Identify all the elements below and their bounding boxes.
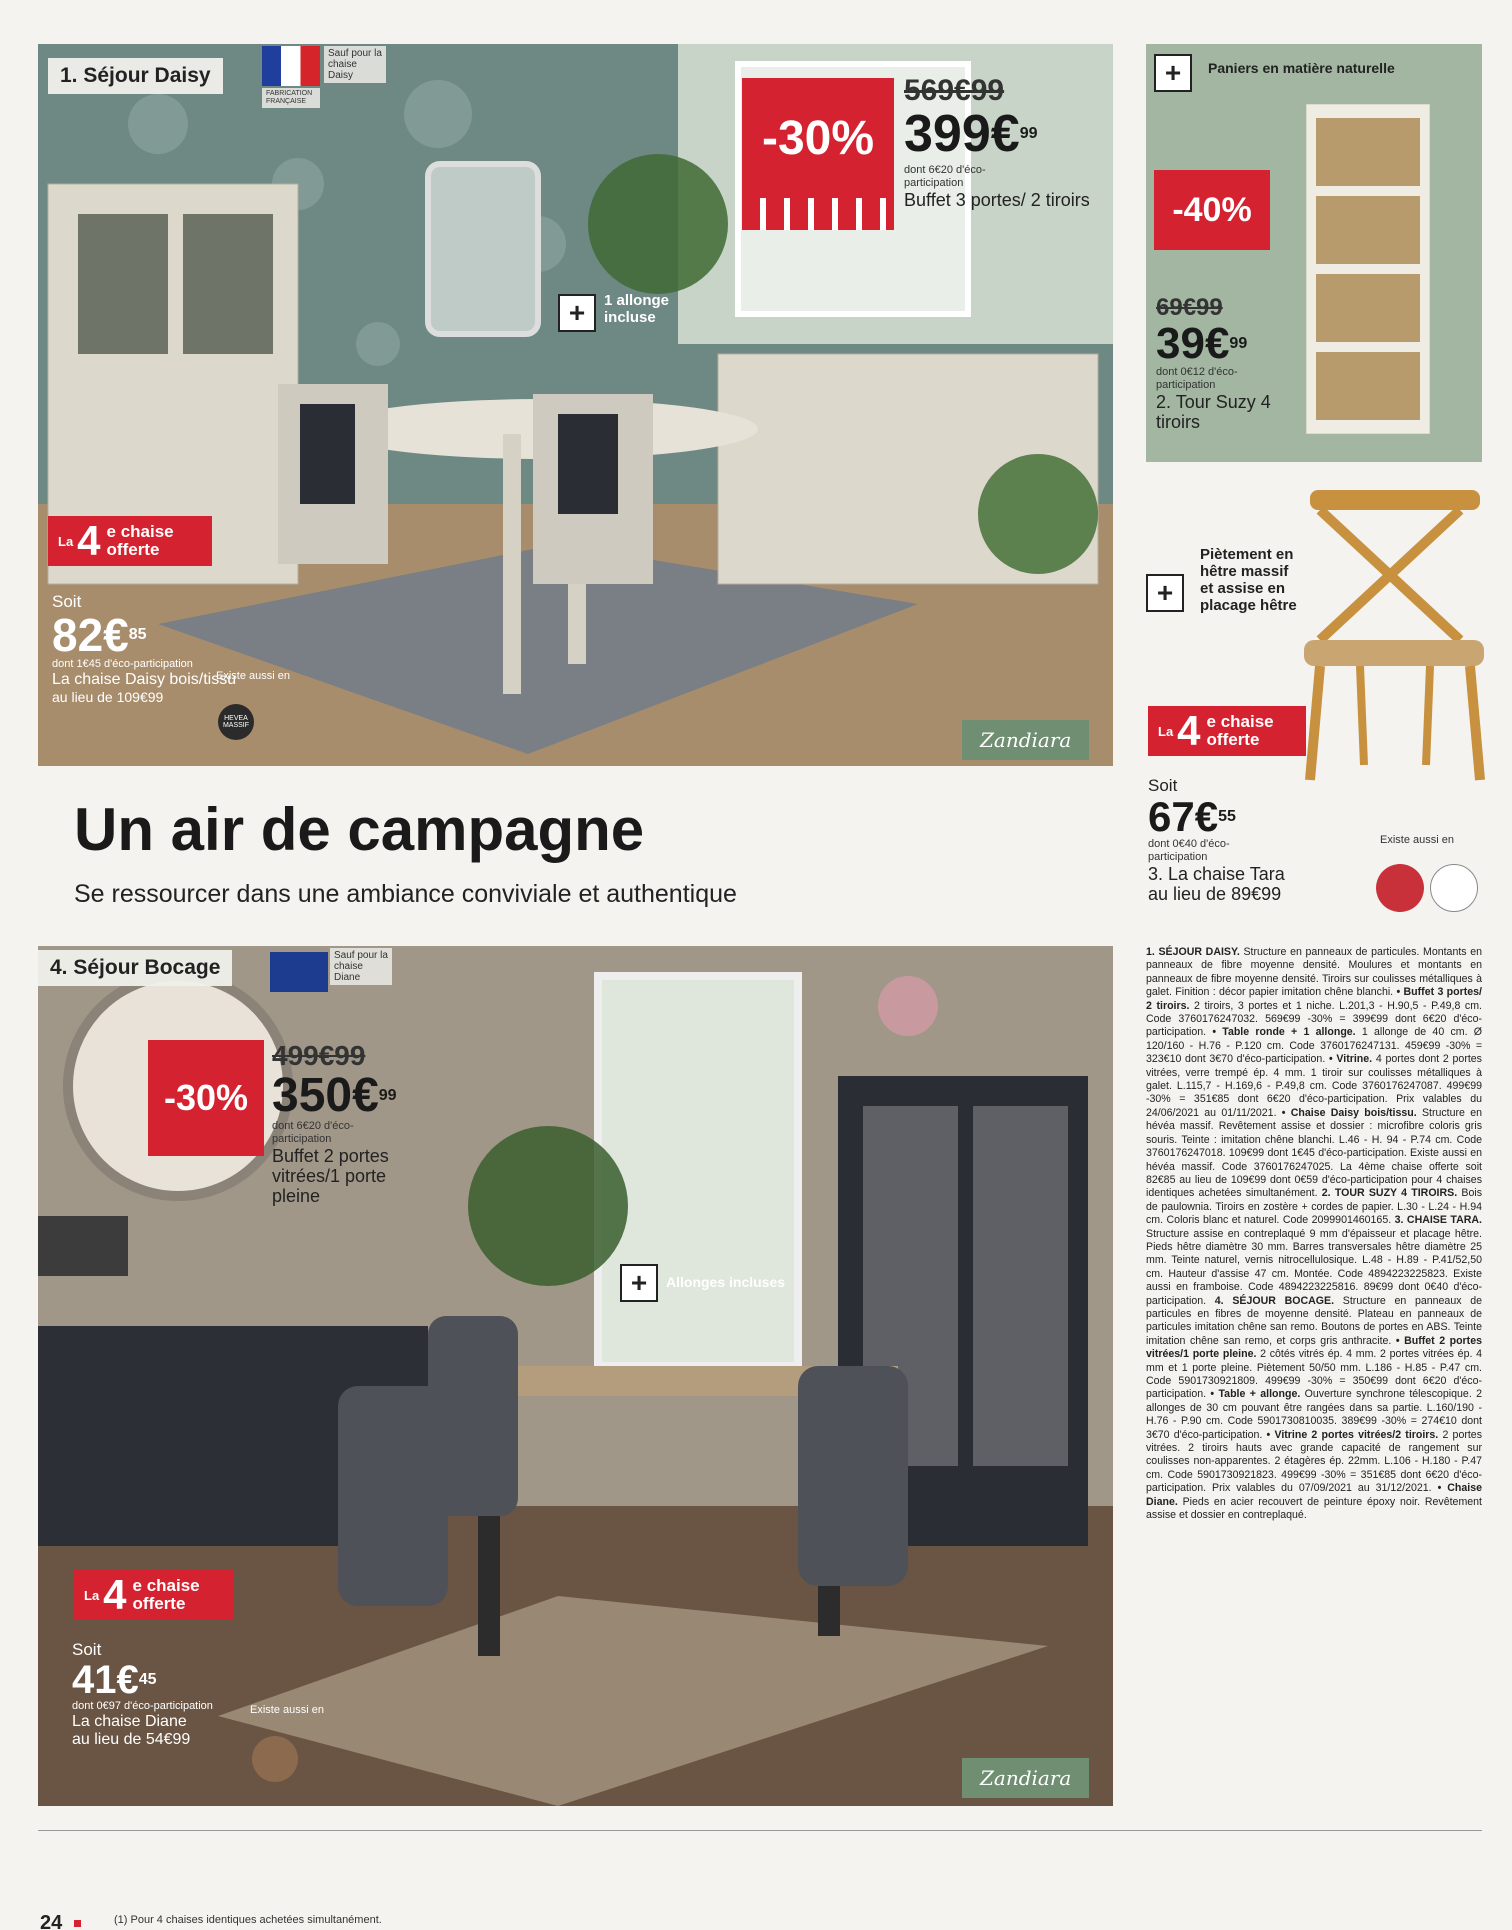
fabrication-francaise-note: FABRICATION FRANÇAISE — [262, 88, 320, 108]
bocage-old-price: 499€99 — [272, 1040, 366, 1071]
red-triangle-trim — [742, 198, 894, 230]
plus-icon: + — [558, 294, 596, 332]
bocage-product-name: Buffet 2 portes vitrées/1 porte pleine — [272, 1146, 389, 1206]
allonges-incluses-text: Allonges incluses — [666, 1274, 786, 1290]
eu-flag-icon — [270, 952, 328, 992]
footnote: (1) Pour 4 chaises identiques achetées simultanément. — [114, 1914, 382, 1926]
plus-icon: + — [620, 1264, 658, 1302]
spec-heading: 3. CHAISE TARA. — [1391, 1214, 1482, 1227]
page-number-dot — [74, 1920, 81, 1927]
spec-heading: 4. SÉJOUR BOCAGE. — [1206, 1294, 1335, 1307]
daisy-also-text: Existe aussi en — [216, 670, 290, 682]
spec-text: 2 portes vitrées. 2 tiroirs hauts avec grande capacité de rangement sur coulisses non-apparentes. 2 étagères ép. 22mm. L.106 - H.180 - P.47 cm. Code 5901730921823. 499€99 -30% = 351€85 dont 6€20 d'éco-participation. Prix valables du 07/09/2021 au 31/12/2021. — [1146, 1428, 1482, 1495]
suzy-old-price: 69€99 — [1156, 294, 1223, 321]
spec-text: Bois de paulownia. Tiroirs en zostère + cordes de papier. L.30 - L.24 - H.94 cm. Coloris blanc et naturel. Code 2099901460165. — [1146, 1187, 1482, 1227]
daisy-product-name: Buffet 3 portes/ 2 tiroirs — [904, 190, 1090, 210]
suzy-eco: dont 0€12 d'éco-participation — [1156, 366, 1238, 391]
bocage-label: 4. Séjour Bocage — [38, 950, 232, 986]
spec-heading: 2. TOUR SUZY 4 TIROIRS. — [1317, 1187, 1458, 1200]
spec-text: 2 côtés vitrés ép. 4 mm. 2 portes vitrées ép. 4 mm et 1 porte pleine. Piètement 50/50 mm. L.186 - H.85 - P.47 cm. Code 5901730921809. 499€99 -30% = 350€99 dont 6€20 d'éco-participation. — [1146, 1348, 1482, 1401]
daisy-brand-zandiara: Zandiara — [962, 720, 1089, 760]
daisy-soit-block: Soit 82€$^{85}$ dont 1€45 d'éco-participation La chaise Daisy bois/tissu au lieu de 109€99 — [52, 592, 237, 705]
product-specifications — [1146, 946, 1482, 1522]
spec-text: Structure en panneaux de particules en fibres de moyenne densité. Plateau en panneaux de particules imitation chêne san remo. Boutons de portes en ABS. Teinte imitation chêne san remo, et corps gris anthracite. — [1146, 1294, 1483, 1347]
daisy-chaise-offer-badge: La 4 e chaise offerte — [48, 516, 212, 566]
spec-text: Ouverture synchrone télescopique. 2 allonges de 30 cm pouvant être rangées dans sa partie. L.160/190 - H.76 - P.90 cm. Code 5901730810035. 389€99 -30% = 274€10 dont 3€70 d'éco-participation. — [1146, 1388, 1483, 1441]
page-subheading: Se ressourcer dans une ambiance conviviale et authentique — [74, 880, 737, 908]
daisy-new-price: 399€$^{99}$ — [904, 105, 1038, 163]
bocage-fabric-swatch[interactable] — [252, 1736, 298, 1782]
bocage-new-price: 350€$^{99}$ — [272, 1069, 397, 1122]
daisy-flag-note: Sauf pour la chaise Daisy — [324, 46, 386, 83]
bocage-flag-note: Sauf pour la chaise Diane — [330, 948, 392, 985]
daisy-old-price: 569€99 — [904, 74, 1005, 107]
page-heading: Un air de campagne — [74, 796, 645, 863]
spec-text: Structure en hévéa massif. Revêtement assise et dossier : microfibre coloris gris souris. Teinte : imitation chêne blanchi. L.46 - H. 94 - P.74 cm. Code 3760176247018. 109€99 dont 1€45 d'éco-participation. Existe aussi en hévéa massif. Code 3760176247025. La 4ème chaise offerte soit 82€85 au lieu de 109€99 dont 0€59 d'éco-participation pour 4 chaises identiques achetées simultanément. — [1146, 1106, 1482, 1200]
spec-heading: • Table ronde + 1 allonge. — [1206, 1026, 1356, 1039]
tara-price-block: Soit 67€$^{55}$ dont 0€40 d'éco-participation 3. La chaise Tara au lieu de 89€99 — [1148, 776, 1285, 904]
tara-also-text: Existe aussi en — [1380, 834, 1454, 846]
tara-chaise-offer-badge: La 4 e chaise offerte — [1148, 706, 1306, 756]
daisy-label: 1. Séjour Daisy — [48, 58, 223, 94]
plus-icon: + — [1154, 54, 1192, 92]
daisy-scene-photo — [38, 44, 1113, 766]
page-number: 24 — [40, 1912, 63, 1930]
suzy-product-name: 2. Tour Suzy 4 tiroirs — [1156, 392, 1271, 432]
bocage-discount-badge: -30% — [148, 1040, 264, 1156]
spec-heading: 1. SÉJOUR DAISY. — [1146, 946, 1240, 958]
suzy-price-block — [1156, 294, 1286, 432]
bocage-price-block — [272, 1040, 452, 1206]
suzy-new-price: 39€$^{99}$ — [1156, 319, 1248, 368]
suzy-discount-badge: -40% — [1154, 170, 1270, 250]
daisy-eco: dont 6€20 d'éco-participation — [904, 164, 986, 189]
suzy-panel — [1146, 44, 1482, 462]
spec-heading: • Table + allonge. — [1206, 1388, 1301, 1401]
tara-chair-illustration — [1290, 490, 1500, 790]
spec-text: 1 allonge de 40 cm. Ø 120/160 - H.76 - P.120 cm. Code 3760176247131. 459€99 -30% = 323€10 dont 3€70 d'éco-participation. — [1146, 1026, 1482, 1066]
tara-feature-text: Piètement en hêtre massif et assise en placage hêtre — [1200, 546, 1297, 614]
white-swatch[interactable] — [1430, 864, 1478, 912]
framboise-swatch[interactable] — [1376, 864, 1424, 912]
spec-text: Structure en panneaux de particules. Montants en panneaux de fibre moyenne densité. Moulures et montants en panneaux de fibre moyenne densité. Tiroirs sur coulisses métalliques à galet. Finition : décor papier imitation chêne blanchi. — [1146, 946, 1482, 999]
bocage-scene-photo — [38, 946, 1113, 1806]
spec-text: 2 tiroirs, 3 portes et 1 niche. L.201,3 - H.90,5 - P.49,8 cm. Code 3760176247032. 569€99 -30% = 399€99 dont 6€20 d'éco-participation. — [1146, 999, 1483, 1039]
french-flag-icon — [262, 46, 320, 86]
spec-text: Structure assise en contreplaqué 9 mm d'épaisseur et placage hêtre. Pieds hêtre diamètre 30 mm. Barres transversales hêtre diamètre 25 mm. Teinte naturel, vernis nitrocellulosique. L.48 - H.89 - P.41/52,50 cm. Hauteur d'assise 47 cm. Montée. Code 4894223225823. Existe aussi en framboise. Code 4894223225816. 89€99 dont 0€40 d'éco-participation. — [1146, 1227, 1482, 1307]
allonge-incluse-text: 1 allonge incluse — [604, 292, 670, 326]
spec-heading: • Buffet 3 portes/ 2 tiroirs. — [1146, 986, 1482, 1012]
footer-divider — [38, 1830, 1482, 1831]
bocage-also-text: Existe aussi en — [250, 1704, 324, 1716]
spec-heading: • Buffet 2 portes vitrées/1 porte pleine. — [1146, 1334, 1482, 1361]
hevea-massif-badge: HEVEA MASSIF — [218, 704, 254, 740]
spec-text: Pieds en acier recouvert de peinture époxy noir. Revêtement assise et dossier en contreplaqué. — [1146, 1495, 1482, 1522]
bocage-chaise-offer-badge: La 4 e chaise offerte — [74, 1570, 234, 1620]
daisy-price-block — [904, 74, 1104, 210]
spec-heading: • Chaise Diane. — [1146, 1482, 1482, 1508]
bocage-brand-zandiara: Zandiara — [962, 1758, 1089, 1798]
bocage-eco: dont 6€20 d'éco-participation — [272, 1120, 354, 1145]
spec-text: 4 portes dont 2 portes vitrées, verre trempé ép. 4 mm. 1 tiroir sur coulisses métalliques à galet. L.115,7 - H.169,6 - P.49,8 cm. Code 3760176247087. 499€99 -30% = 351€85 dont 6€20 d'éco-participation. Prix valables du 24/06/2021 au 01/11/2021. — [1146, 1053, 1482, 1119]
suzy-title: Paniers en matière naturelle — [1208, 60, 1395, 76]
suzy-tower-illustration — [1306, 104, 1430, 434]
plus-icon: + — [1146, 574, 1184, 612]
spec-heading: • Vitrine. — [1325, 1053, 1373, 1066]
spec-heading: • Vitrine 2 portes vitrées/2 tiroirs. — [1262, 1428, 1439, 1441]
daisy-discount-badge: -30% — [742, 78, 894, 198]
bocage-soit-block: Soit 41€$^{45}$ dont 0€97 d'éco-participation La chaise Diane au lieu de 54€99 — [72, 1640, 213, 1748]
spec-heading: • Chaise Daisy bois/tissu. — [1276, 1106, 1417, 1119]
